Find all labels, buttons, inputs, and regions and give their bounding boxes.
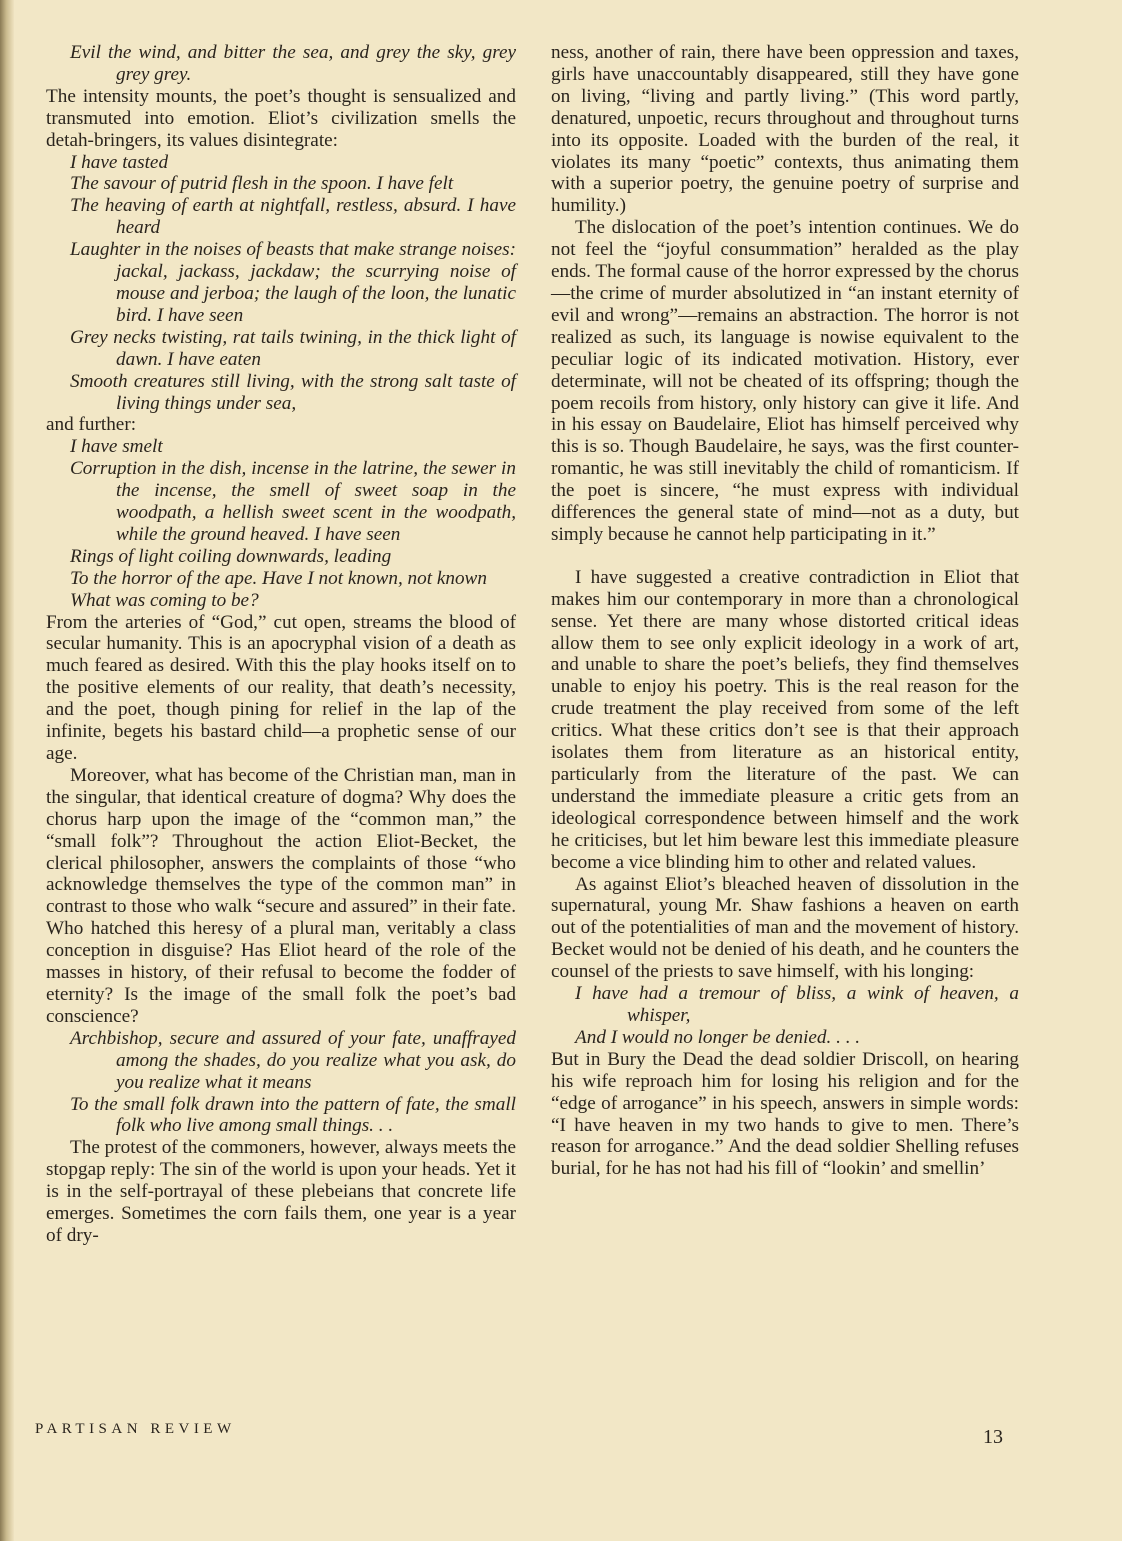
section-break xyxy=(551,546,1019,567)
verse-line: Laughter in the noises of beasts that make strange noises: jackal, jackass, jackdaw; the scurrying noise of mouse and jerboa; the laugh of the loon, the lunatic bird. I have seen xyxy=(70,239,516,326)
paragraph: The protest of the commoners, however, always meets the stopgap reply: The sin of the world is upon your heads. Yet it is in the self-portrayal of these plebeians that concrete life emerges. Sometimes the corn fails them, one year is a year of dry- xyxy=(46,1137,516,1246)
left-column xyxy=(46,42,516,1247)
verse-line: The heaving of earth at nightfall, restless, absurd. I have heard xyxy=(70,195,516,239)
page-number: 13 xyxy=(983,1426,1003,1448)
verse-line: To the horror of the ape. Have I not known, not known xyxy=(70,567,487,589)
verse-line: Corruption in the dish, incense in the latrine, the sewer in the incense, the smell of sweet soap in the woodpath, a hellish sweet scent in the woodpath, while the ground heaved. I have seen xyxy=(70,458,516,545)
right-column xyxy=(551,42,1019,1180)
paragraph: The dislocation of the poet’s intention continues. We do not feel the “joyful consummation” heralded as the play ends. The formal cause of the horror expressed by the chorus—the crime of murder absolutized in “an instant eternity of evil and wrong”—remains an abstraction. The horror is not realized as such, its language is nowise equivalent to the peculiar logic of its indicated motivation. History, ever determinate, will not be cheated of its offspring; though the poem recoils from history, only history can give it life. And in his essay on Baudelaire, Eliot has himself perceived why this is so. Though Baudelaire, he says, was the first counter-romantic, he was still inevitably the child of romanticism. If the poet is sincere, “he must express with individual differences the general state of mind—not as a duty, but simply because he cannot help participating in it.” xyxy=(551,217,1019,545)
paragraph: ness, another of rain, there have been oppression and taxes, girls have unaccountably disappeared, still they have gone on living, “living and partly living.” (This word partly, denatured, unpoetic, recurs throughout and throughout turns into its opposite. Loaded with the burden of the real, it violates its many “poetic” contexts, thus animating them with a superior poetry, the genuine poetry of surprise and humility.) xyxy=(551,42,1019,217)
verse-line: I have had a tremour of bliss, a wink of heaven, a whisper, xyxy=(575,983,1019,1026)
verse-line: Grey necks twisting, rat tails twining, in the thick light of dawn. I have eaten xyxy=(70,326,516,370)
paragraph: I have suggested a creative contradiction in Eliot that makes him our contemporary in more than a chronological sense. Yet there are many whose distorted critical ideas allow them to see only explicit ideology in a work of art, and unable to share the poet’s beliefs, they find themselves unable to enjoy his poetry. This is the real reason for the crude treatment the play received from some of the left critics. What these critics don’t see is that their approach isolates them from literature as an historical entity, particularly from the literature of the past. We can understand the immediate pleasure a critic gets from an ideological correspondence between himself and the work he criticises, but let him beware lest this immediate pleasure become a vice blinding him to other and related values. xyxy=(551,566,1019,873)
verse-line: To the small folk drawn into the pattern of fate, the small folk who live among small things. . . xyxy=(70,1093,516,1137)
paragraph: From the arteries of “God,” cut open, streams the blood of secular humanity. This is an apocryphal vision of a death as much feared as desired. With this the play hooks itself on to the positive elements of our reality, that death’s necessity, and the poet, though pining for relief in the lap of the infinite, begets his bastard child—a prophetic sense of our age. xyxy=(46,611,516,764)
page-binding-edge xyxy=(0,0,14,1541)
verse-line: Smooth creatures still living, with the strong salt taste of living things under sea, xyxy=(70,370,516,414)
verse-line: Evil the wind, and bitter the sea, and grey the sky, grey grey grey. xyxy=(70,42,516,85)
verse-line: I have smelt xyxy=(70,436,163,458)
paragraph: and further: xyxy=(46,414,137,436)
verse-line: I have tasted xyxy=(70,151,169,173)
paragraph: But in Bury the Dead the dead soldier Driscoll, on hearing his wife reproach him for losing his religion and for the “edge of arrogance” in his speech, answers in simple words: “I have heaven in my two hands to give to men. There’s reason for arrogance.” And the dead soldier Shelling refuses burial, for he has not had his fill of “lookin’ and smellin’ xyxy=(551,1048,1019,1180)
running-title: PARTISAN REVIEW xyxy=(35,1421,236,1437)
verse-line: And I would no longer be denied. . . . xyxy=(575,1026,861,1048)
paragraph: Moreover, what has become of the Christian man, man in the singular, that identical creature of dogma? Why does the chorus harp upon the image of the “common man,” the “small folk”? Throughout the action Eliot-Becket, the clerical philosopher, answers the complaints of those “who acknowledge themselves the type of the common man” in contrast to those who walk “secure and assured” in their fate. Who hatched this heresy of a plural man, veritably a class conception in disguise? Has Eliot heard of the role of the masses in history, of their refusal to become the fodder of eternity? Is the image of the small folk the poet’s bad conscience? xyxy=(46,764,516,1027)
verse-line: What was coming to be? xyxy=(70,589,259,611)
verse-line: Archbishop, secure and assured of your fate, unaffrayed among the shades, do you realize what you ask, do you realize what it means xyxy=(70,1027,516,1093)
verse-line: The savour of putrid flesh in the spoon. I have felt xyxy=(70,173,454,195)
verse-line: Rings of light coiling downwards, leading xyxy=(70,545,392,567)
paragraph: The intensity mounts, the poet’s thought is sensualized and transmuted into emotion. Eliot’s civilization smells the detah-bringers, its values disintegrate: xyxy=(46,85,516,151)
paragraph: As against Eliot’s bleached heaven of dissolution in the supernatural, young Mr. Shaw fashions a heaven on earth out of the potentialities of man and the movement of history. Becket would not be denied of his death, and he counters the counsel of the priests to save himself, with his longing: xyxy=(551,873,1019,983)
